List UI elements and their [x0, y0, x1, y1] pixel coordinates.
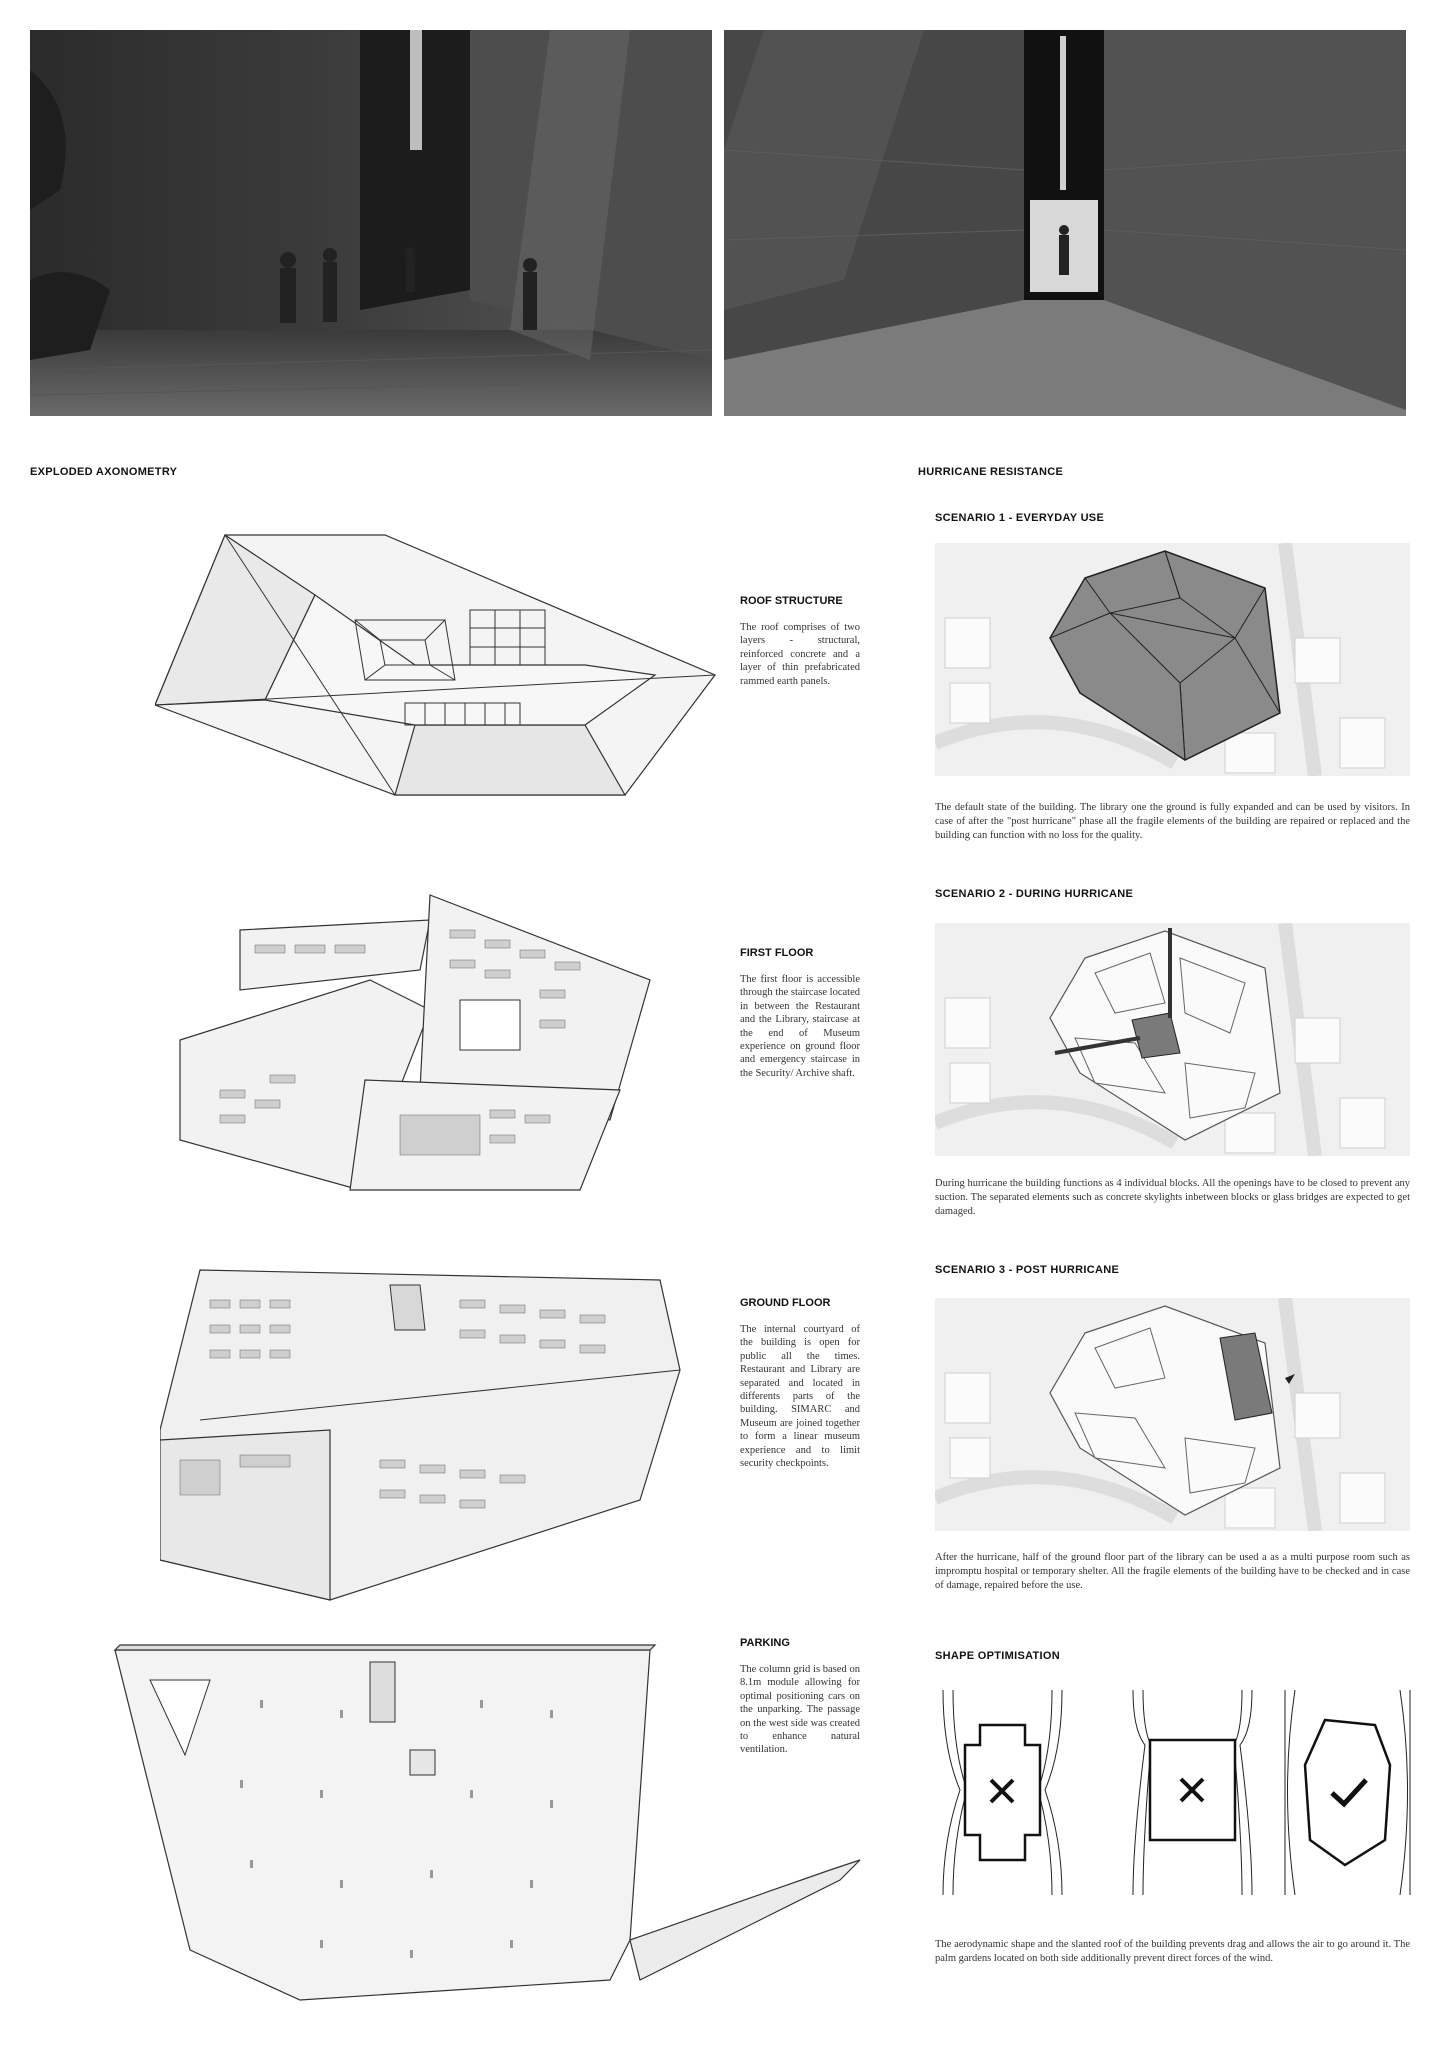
- scenario-2-title: SCENARIO 2 - DURING HURRICANE: [935, 888, 1134, 900]
- shape-option-polygon-plan: [1280, 1690, 1415, 1895]
- scenario-2-map: [935, 923, 1410, 1156]
- first-floor-label: FIRST FLOOR The first floor is accessible through the staircase located in between the Restaurant and the Library, staircase at the end of Museum experience on ground floor and emergency staircase in the Security/ Archive shaft.: [740, 947, 860, 1079]
- roof-structure-label: ROOF STRUCTURE The roof comprises of two layers - structural, reinforced concrete and a layer of thin prefabricated rammed earth panels.: [740, 595, 860, 687]
- parking-label: PARKING The column grid is based on 8.1m module allowing for optimal positioning cars on the unparking. The passage on the west side was created to enhance natural ventilation.: [740, 1637, 860, 1756]
- scenario-3-map: [935, 1298, 1410, 1531]
- scenario-1-caption: The default state of the building. The library one the ground is fully expanded and can be used by visitors. In case of after the "post hurricane" phase all the fragile elements of the building are repaired or replaced and the building can function with no loss for the quality.: [935, 802, 1410, 841]
- roof-structure-axo: [155, 525, 720, 805]
- hurricane-resistance-heading: HURRICANE RESISTANCE: [918, 466, 1064, 478]
- first-floor-axo: [160, 890, 720, 1195]
- scenario-3-caption: After the hurricane, half of the ground floor part of the library can be used a as a multi purpose room such as impromptu hospital or temporary shelter. All the fragile elements of the building have to be checked and in case of damage, repaired before the use.: [935, 1552, 1410, 1591]
- courtyard-render: [30, 30, 712, 416]
- corridor-render: [724, 30, 1406, 416]
- exploded-axonometry-heading: EXPLODED AXONOMETRY: [30, 466, 178, 478]
- scenario-1-title: SCENARIO 1 - EVERYDAY USE: [935, 512, 1105, 524]
- scenario-2-caption: During hurricane the building functions as 4 individual blocks. All the openings have to be closed to prevent any suction. The separated elements such as concrete skylights inbetween blocks or glass bridges are expected to get damaged.: [935, 1178, 1410, 1217]
- scenario-3-title: SCENARIO 3 - POST HURRICANE: [935, 1264, 1120, 1276]
- ground-floor-axo: [160, 1260, 700, 1605]
- ground-floor-label: GROUND FLOOR The internal courtyard of the building is open for public all the times. Restaurant and Library are separated and located in differents parts of the building. SIMARC and Museum are joined together to form a linear museum experience and to limit security checkpoints.: [740, 1297, 860, 1470]
- shape-option-cross-plan: [935, 1690, 1070, 1895]
- shape-optimisation-title: SHAPE OPTIMISATION: [935, 1650, 1060, 1662]
- shape-option-square-plan: [1125, 1690, 1260, 1895]
- shape-optimisation-caption: The aerodynamic shape and the slanted roof of the building prevents drag and allows the air to go around it. The palm gardens located on both side additionally prevent direct forces of the wind.: [935, 1939, 1410, 1964]
- scenario-1-map: [935, 543, 1410, 776]
